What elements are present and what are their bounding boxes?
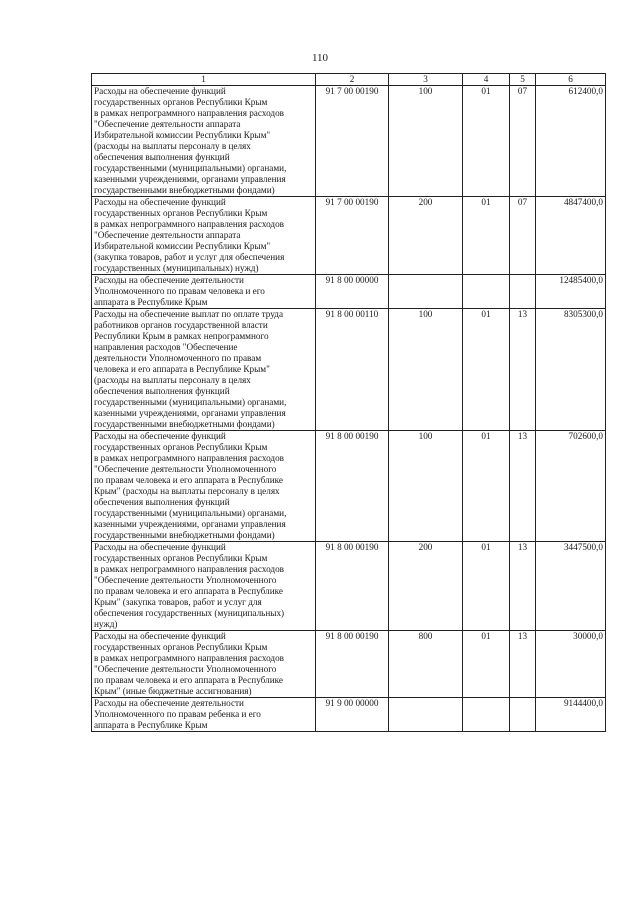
description-line: Крым" (иные бюджетные ассигнования) bbox=[94, 686, 252, 696]
amount: 30000,0 bbox=[536, 631, 606, 698]
description-line: государственными внебюджетными фондами) bbox=[94, 530, 275, 540]
expense-type-code bbox=[389, 275, 463, 309]
description-line: в рамках непрограммного направления расходов bbox=[94, 108, 285, 118]
description-line: обеспечения государственных (муниципальных) bbox=[94, 608, 285, 618]
description-line: государственными (муниципальными) органами, bbox=[94, 163, 287, 173]
expense-type-code: 800 bbox=[389, 631, 463, 698]
column-header-2: 2 bbox=[316, 74, 389, 86]
amount: 4847400,0 bbox=[536, 197, 606, 275]
expense-type-code: 100 bbox=[389, 431, 463, 542]
expense-type-code: 100 bbox=[389, 86, 463, 197]
description-line: казенными учреждениями, органами управления bbox=[94, 408, 286, 418]
expense-type-code: 200 bbox=[389, 542, 463, 631]
description-line: "Обеспечение деятельности Уполномоченного bbox=[94, 575, 277, 585]
description-line: Крым" (расходы на выплаты персоналу в целях bbox=[94, 486, 280, 496]
expense-type-code bbox=[389, 698, 463, 732]
row-description bbox=[92, 542, 316, 631]
description-line: Расходы на обеспечение функций bbox=[94, 86, 226, 96]
expense-type-code: 100 bbox=[389, 309, 463, 431]
target-article-code: 91 7 00 00190 bbox=[316, 197, 389, 275]
row-description bbox=[92, 309, 316, 431]
description-line: обеспечения выполнения функций bbox=[94, 386, 230, 396]
section-code bbox=[463, 275, 510, 309]
description-line: человека и его аппарата в Республике Крым" bbox=[94, 364, 270, 374]
table-row bbox=[92, 86, 606, 197]
table-row bbox=[92, 197, 606, 275]
description-line: в рамках непрограммного направления расходов bbox=[94, 453, 285, 463]
table-row bbox=[92, 631, 606, 698]
row-description bbox=[92, 197, 316, 275]
target-article-code: 91 8 00 00110 bbox=[316, 309, 389, 431]
description-line: Расходы на обеспечение функций bbox=[94, 197, 226, 207]
description-line: работников органов государственной власти bbox=[94, 320, 268, 330]
description-line: Республики Крым в рамках непрограммного bbox=[94, 331, 269, 341]
section-code bbox=[463, 698, 510, 732]
description-line: "Обеспечение деятельности аппарата bbox=[94, 119, 241, 129]
description-line: Избирательной комиссии Республики Крым" bbox=[94, 130, 271, 140]
row-description bbox=[92, 698, 316, 732]
subsection-code: 13 bbox=[510, 431, 536, 542]
column-header-4: 4 bbox=[463, 74, 510, 86]
description-line: в рамках непрограммного направления расходов bbox=[94, 564, 285, 574]
header-row bbox=[92, 74, 606, 86]
table-header bbox=[92, 74, 606, 86]
table-row bbox=[92, 431, 606, 542]
amount: 9144400,0 bbox=[536, 698, 606, 732]
section-code: 01 bbox=[463, 309, 510, 431]
section-code: 01 bbox=[463, 197, 510, 275]
description-line: аппарата в Республике Крым bbox=[94, 720, 208, 730]
row-description bbox=[92, 431, 316, 542]
target-article-code: 91 8 00 00190 bbox=[316, 631, 389, 698]
description-line: Расходы на обеспечение выплат по оплате труда bbox=[94, 309, 284, 319]
description-line: государственными внебюджетными фондами) bbox=[94, 185, 275, 195]
description-line: по правам человека и его аппарата в Республике bbox=[94, 675, 283, 685]
subsection-code bbox=[510, 698, 536, 732]
table-row bbox=[92, 698, 606, 732]
column-header-6: 6 bbox=[536, 74, 606, 86]
description-line: (расходы на выплаты персоналу в целях bbox=[94, 375, 251, 385]
description-line: государственных (муниципальных) нужд) bbox=[94, 263, 259, 273]
description-line: Расходы на обеспечение функций bbox=[94, 431, 226, 441]
amount: 3447500,0 bbox=[536, 542, 606, 631]
table-row bbox=[92, 309, 606, 431]
column-header-3: 3 bbox=[389, 74, 463, 86]
description-line: государственными (муниципальными) органами, bbox=[94, 508, 287, 518]
description-line: деятельности Уполномоченного по правам bbox=[94, 353, 262, 363]
description-line: (расходы на выплаты персоналу в целях bbox=[94, 141, 251, 151]
description-line: обеспечения выполнения функций bbox=[94, 497, 230, 507]
subsection-code: 13 bbox=[510, 542, 536, 631]
row-description bbox=[92, 631, 316, 698]
description-line: государственных органов Республики Крым bbox=[94, 97, 268, 107]
description-line: нужд) bbox=[94, 619, 118, 629]
description-line: по правам человека и его аппарата в Республике bbox=[94, 586, 283, 596]
description-line: Крым" (закупка товаров, работ и услуг для bbox=[94, 597, 262, 607]
budget-table bbox=[91, 73, 606, 732]
section-code: 01 bbox=[463, 542, 510, 631]
description-line: Избирательной комиссии Республики Крым" bbox=[94, 241, 271, 251]
description-line: "Обеспечение деятельности аппарата bbox=[94, 230, 241, 240]
page-number: 110 bbox=[311, 52, 329, 64]
row-description bbox=[92, 275, 316, 309]
target-article-code: 91 7 00 00190 bbox=[316, 86, 389, 197]
description-line: "Обеспечение деятельности Уполномоченного bbox=[94, 464, 277, 474]
description-line: Расходы на обеспечение функций bbox=[94, 542, 226, 552]
description-line: по правам человека и его аппарата в Республике bbox=[94, 475, 283, 485]
target-article-code: 91 8 00 00000 bbox=[316, 275, 389, 309]
section-code: 01 bbox=[463, 86, 510, 197]
description-line: Расходы на обеспечение деятельности bbox=[94, 275, 244, 285]
subsection-code: 13 bbox=[510, 309, 536, 431]
description-line: государственных органов Республики Крым bbox=[94, 642, 268, 652]
table-body bbox=[92, 86, 606, 732]
description-line: государственными (муниципальными) органами, bbox=[94, 397, 287, 407]
description-line: Расходы на обеспечение функций bbox=[94, 631, 226, 641]
amount: 702600,0 bbox=[536, 431, 606, 542]
expense-type-code: 200 bbox=[389, 197, 463, 275]
description-line: "Обеспечение деятельности Уполномоченного bbox=[94, 664, 277, 674]
subsection-code: 07 bbox=[510, 86, 536, 197]
description-line: в рамках непрограммного направления расходов bbox=[94, 219, 285, 229]
table-row bbox=[92, 542, 606, 631]
section-code: 01 bbox=[463, 431, 510, 542]
description-line: государственных органов Республики Крым bbox=[94, 553, 268, 563]
description-line: Уполномоченного по правам ребенка и его bbox=[94, 709, 261, 719]
amount: 612400,0 bbox=[536, 86, 606, 197]
subsection-code bbox=[510, 275, 536, 309]
amount: 12485400,0 bbox=[536, 275, 606, 309]
description-line: в рамках непрограммного направления расходов bbox=[94, 653, 285, 663]
column-header-1: 1 bbox=[92, 74, 316, 86]
description-line: государственных органов Республики Крым bbox=[94, 208, 268, 218]
section-code: 01 bbox=[463, 631, 510, 698]
target-article-code: 91 9 00 00000 bbox=[316, 698, 389, 732]
description-line: казенными учреждениями, органами управления bbox=[94, 174, 286, 184]
description-line: направления расходов "Обеспечение bbox=[94, 342, 238, 352]
column-header-5: 5 bbox=[510, 74, 536, 86]
description-line: (закупка товаров, работ и услуг для обеспечения bbox=[94, 252, 285, 262]
subsection-code: 13 bbox=[510, 631, 536, 698]
amount: 8305300,0 bbox=[536, 309, 606, 431]
row-description bbox=[92, 86, 316, 197]
description-line: Уполномоченного по правам человека и его bbox=[94, 286, 265, 296]
target-article-code: 91 8 00 00190 bbox=[316, 542, 389, 631]
description-line: казенными учреждениями, органами управления bbox=[94, 519, 286, 529]
subsection-code: 07 bbox=[510, 197, 536, 275]
target-article-code: 91 8 00 00190 bbox=[316, 431, 389, 542]
description-line: аппарата в Республике Крым bbox=[94, 297, 208, 307]
description-line: государственными внебюджетными фондами) bbox=[94, 419, 275, 429]
description-line: обеспечения выполнения функций bbox=[94, 152, 230, 162]
description-line: Расходы на обеспечение деятельности bbox=[94, 698, 244, 708]
description-line: государственных органов Республики Крым bbox=[94, 442, 268, 452]
table-row bbox=[92, 275, 606, 309]
